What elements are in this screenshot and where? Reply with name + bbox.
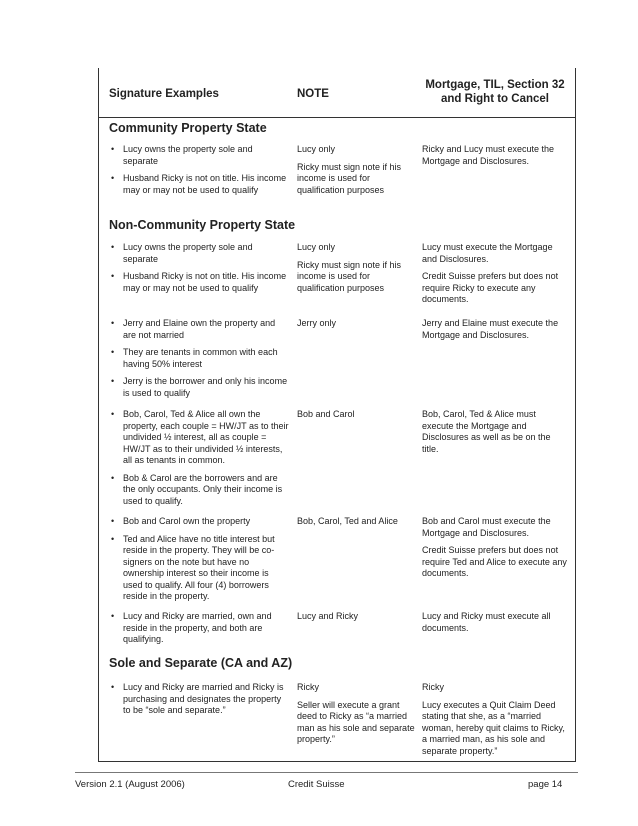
row1-mortgage: Ricky and Lucy must execute the Mortgage and Disclosures. xyxy=(422,144,555,166)
row4-mortgage: Bob, Carol, Ted & Alice must execute the Mortgage and Disclosures as well as be on the title. xyxy=(422,409,551,454)
footer-page-number: page 14 xyxy=(528,779,563,790)
list-item: • Lucy owns the property sole and separate xyxy=(109,242,289,265)
row3-mortgage: Jerry and Elaine must execute the Mortgage and Disclosures. xyxy=(422,318,559,340)
row4-note: Bob and Carol xyxy=(297,409,355,419)
header-signature-examples: Signature Examples xyxy=(109,88,219,100)
list-item: • Bob & Carol are the borrowers and are the only occupants. Only their income is used to qualify. xyxy=(109,473,289,508)
footer-divider xyxy=(75,772,578,773)
list-item: • Bob and Carol own the property xyxy=(109,516,289,528)
row5-mortgage: Bob and Carol must execute the Mortgage and Disclosures. Credit Suisse prefers but does not require Ted and Alice to execute any documents. xyxy=(422,516,567,578)
list-item: • Lucy and Ricky are married and Ricky is purchasing and designates the property to be “sole and separate.” xyxy=(109,682,289,717)
row3-note: Jerry only xyxy=(297,318,337,328)
list-item: • Jerry and Elaine own the property and are not married xyxy=(109,318,289,341)
section-sole-and-separate: Sole and Separate (CA and AZ) xyxy=(109,656,293,670)
list-item: • Husband Ricky is not on title. His income may or may not be used to qualify xyxy=(109,173,289,196)
header-mortgage: Mortgage, TIL, Section 32 and Right to Cancel xyxy=(425,79,565,105)
section-non-community-property: Non-Community Property State xyxy=(109,218,296,232)
footer-version: Version 2.1 (August 2006) xyxy=(75,779,185,790)
row5-note: Bob, Carol, Ted and Alice xyxy=(297,516,398,526)
list-item: • Lucy owns the property sole and separate xyxy=(109,144,289,167)
list-item: • Husband Ricky is not on title. His income may or may not be used to qualify xyxy=(109,271,289,294)
row7-note: Ricky Seller will execute a grant deed to Ricky as “a married man as his sole and separate property.” xyxy=(297,682,415,744)
row5-examples xyxy=(109,516,289,609)
row7-mortgage: Ricky Lucy executes a Quit Claim Deed stating that she, as a “married woman, hereby quit claims to Ricky, a married man, as his sole and separate property.” xyxy=(422,682,565,756)
footer-company: Credit Suisse xyxy=(288,779,345,790)
row1-examples xyxy=(109,144,289,202)
list-item: • Jerry is the borrower and only his income is used to qualify xyxy=(109,376,289,399)
row3-examples xyxy=(109,318,289,405)
row6-mortgage: Lucy and Ricky must execute all documents. xyxy=(422,611,551,633)
row2-mortgage: Lucy must execute the Mortgage and Disclosures. Credit Suisse prefers but does not require Ricky to execute any documents. xyxy=(422,242,559,304)
row6-note: Lucy and Ricky xyxy=(297,611,359,621)
list-item: • Bob, Carol, Ted & Alice all own the property, each couple = HW/JT as to their undivided ½ interest, all as couple = HW/JT as to their undivided ½ interests, all as tenants in common. xyxy=(109,409,289,467)
row7-examples xyxy=(109,682,289,723)
list-item: • Ted and Alice have no title interest but reside in the property. They will be co-signers on the note but have no ownership interest so their income is used to qualify. All four (4) borrowers reside in the property. xyxy=(109,534,289,603)
row2-examples xyxy=(109,242,289,300)
row1-note: Lucy only Ricky must sign note if his income is used for qualification purposes xyxy=(297,144,402,195)
table-header xyxy=(99,68,575,118)
row2-note: Lucy only Ricky must sign note if his income is used for qualification purposes xyxy=(297,242,402,293)
signature-table xyxy=(98,68,576,762)
list-item: • They are tenants in common with each having 50% interest xyxy=(109,347,289,370)
list-item: • Lucy and Ricky are married, own and reside in the property, and both are qualifying. xyxy=(109,611,289,646)
header-note: NOTE xyxy=(297,88,329,100)
row4-examples xyxy=(109,409,289,513)
row6-examples xyxy=(109,611,289,652)
section-community-property: Community Property State xyxy=(109,121,267,135)
